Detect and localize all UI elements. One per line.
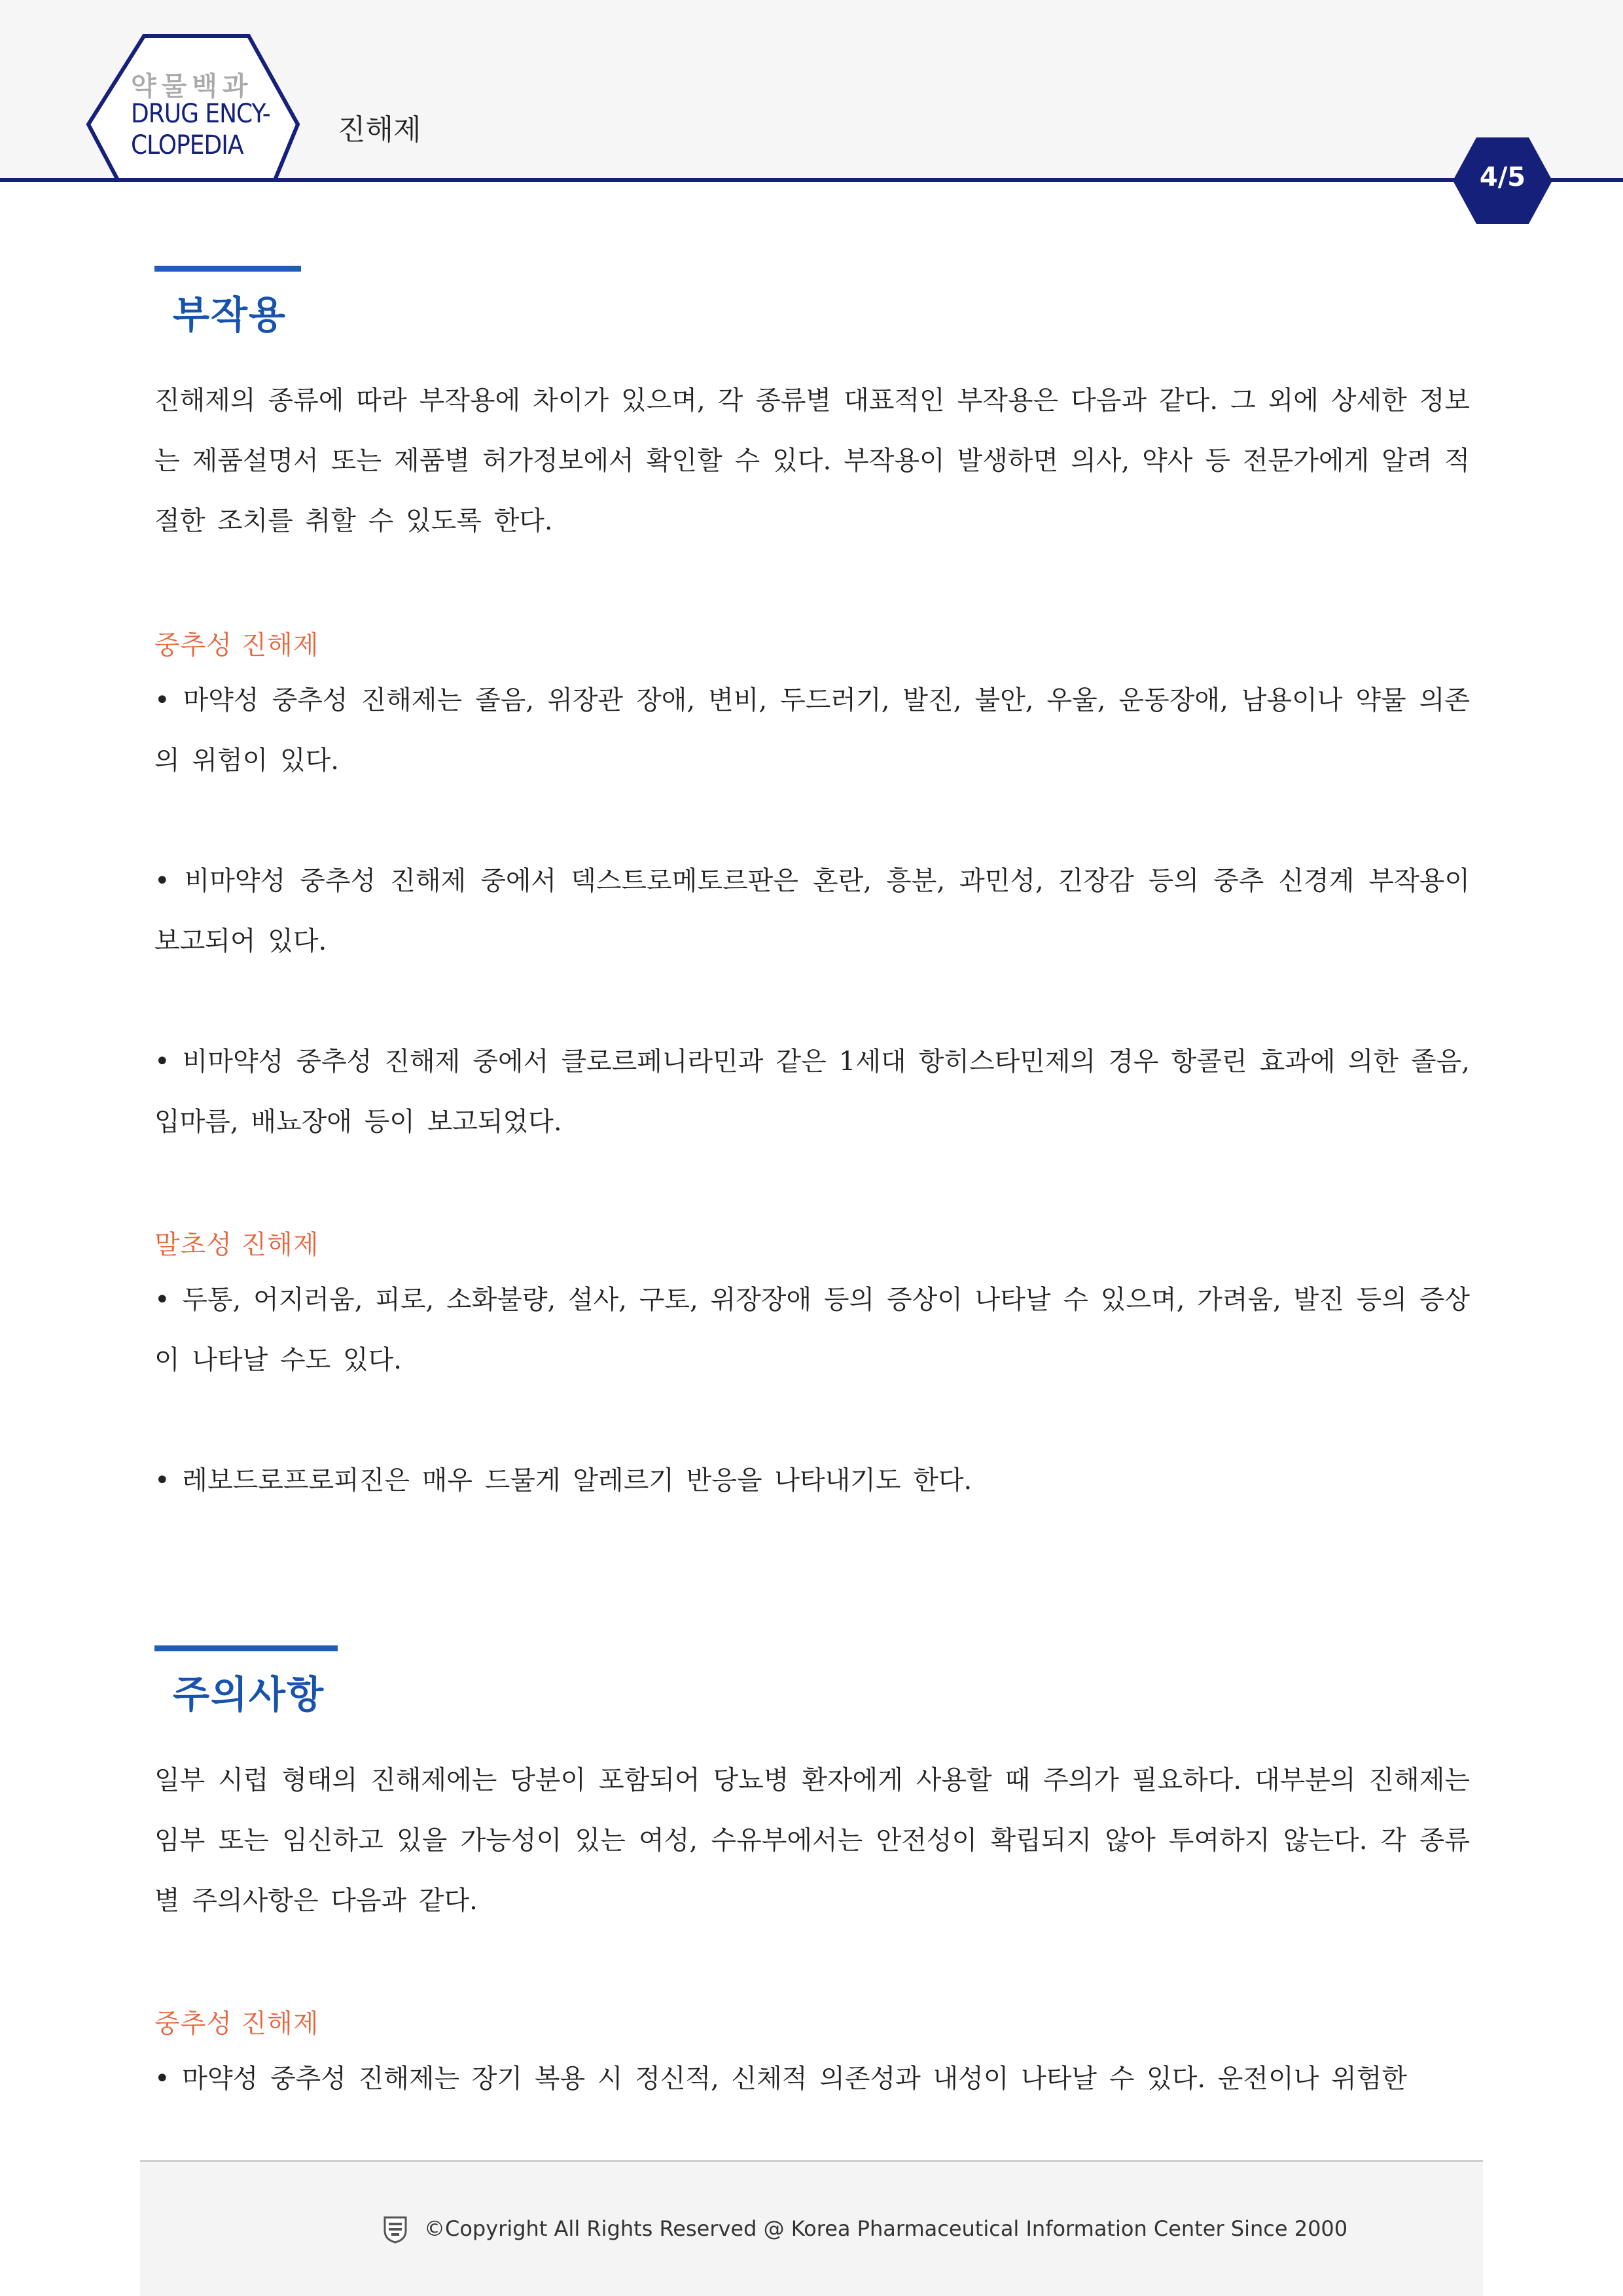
page-indicator: 4/5 bbox=[1479, 162, 1526, 192]
list-item: • 마약성 중추성 진해제는 졸음, 위장관 장애, 변비, 두드러기, 발진, 불안, 우울, 운동장애, 남용이나 약물 의존의 위험이 있다. bbox=[154, 685, 1470, 776]
list-item: • 레보드로프로피진은 매우 드물게 알레르기 반응을 나타내기도 한다. bbox=[154, 1465, 972, 1496]
shield-crest-icon bbox=[382, 2215, 408, 2244]
precautions-intro: 일부 시럽 형태의 진해제에는 당분이 포함되어 당뇨병 환자에게 사용할 때 주의가 필요하다. 대부분의 진해제는 임부 또는 임신하고 있을 가능성이 있는 여성, 수유부에서는 안전성이 확립되지 않아 투여하지 않는다. 각 종류별 주의사항은 다음과 같다. bbox=[154, 1765, 1470, 1916]
logo-korean-text: 약물백과 bbox=[131, 71, 253, 101]
subheading-central: 중추성 진해제 bbox=[154, 630, 319, 660]
logo-english-line1: DRUG ENCY- bbox=[131, 99, 270, 129]
page-title: 진해제 bbox=[338, 113, 421, 147]
footer-copyright: ©Copyright All Rights Reserved @ Korea Pharmaceutical Information Center Since 2000 bbox=[424, 2216, 1348, 2241]
section-title-side-effects: 부작용 bbox=[173, 293, 287, 337]
subheading-peripheral: 말초성 진해제 bbox=[154, 1230, 319, 1260]
list-item: • 비마약성 중추성 진해제 중에서 클로르페니라민과 같은 1세대 항히스타민제의 경우 항콜린 효과에 의한 졸음, 입마름, 배뇨장애 등이 보고되었다. bbox=[154, 1047, 1470, 1137]
list-item: • 두통, 어지러움, 피로, 소화불량, 설사, 구토, 위장장애 등의 증상이 나타날 수 있으며, 가려움, 발진 등의 증상이 나타날 수도 있다. bbox=[154, 1285, 1470, 1375]
logo-english-text bbox=[131, 98, 288, 161]
list-item: • 마약성 중추성 진해제는 장기 복용 시 정신적, 신체적 의존성과 내성이 나타날 수 있다. 운전이나 위험한 bbox=[154, 2064, 1407, 2094]
section-accent-bar bbox=[154, 1645, 338, 1651]
section-accent-bar bbox=[154, 266, 301, 272]
side-effects-intro: 진해제의 종류에 따라 부작용에 차이가 있으며, 각 종류별 대표적인 부작용은 다음과 같다. 그 외에 상세한 정보는 제품설명서 또는 제품별 허가정보에서 확인할 수 있다. 부작용이 발생하면 의사, 약사 등 전문가에게 알려 적절한 조치를 취할 수 있도록 한다. bbox=[154, 386, 1470, 536]
logo-english-line2: CLOPEDIA bbox=[131, 130, 243, 160]
subheading-central-precautions: 중추성 진해제 bbox=[154, 2009, 319, 2039]
list-item: • 비마약성 중추성 진해제 중에서 덱스트로메토르판은 혼란, 흥분, 과민성, 긴장감 등의 중추 신경계 부작용이 보고되어 있다. bbox=[154, 866, 1470, 956]
section-title-precautions: 주의사항 bbox=[173, 1672, 325, 1717]
